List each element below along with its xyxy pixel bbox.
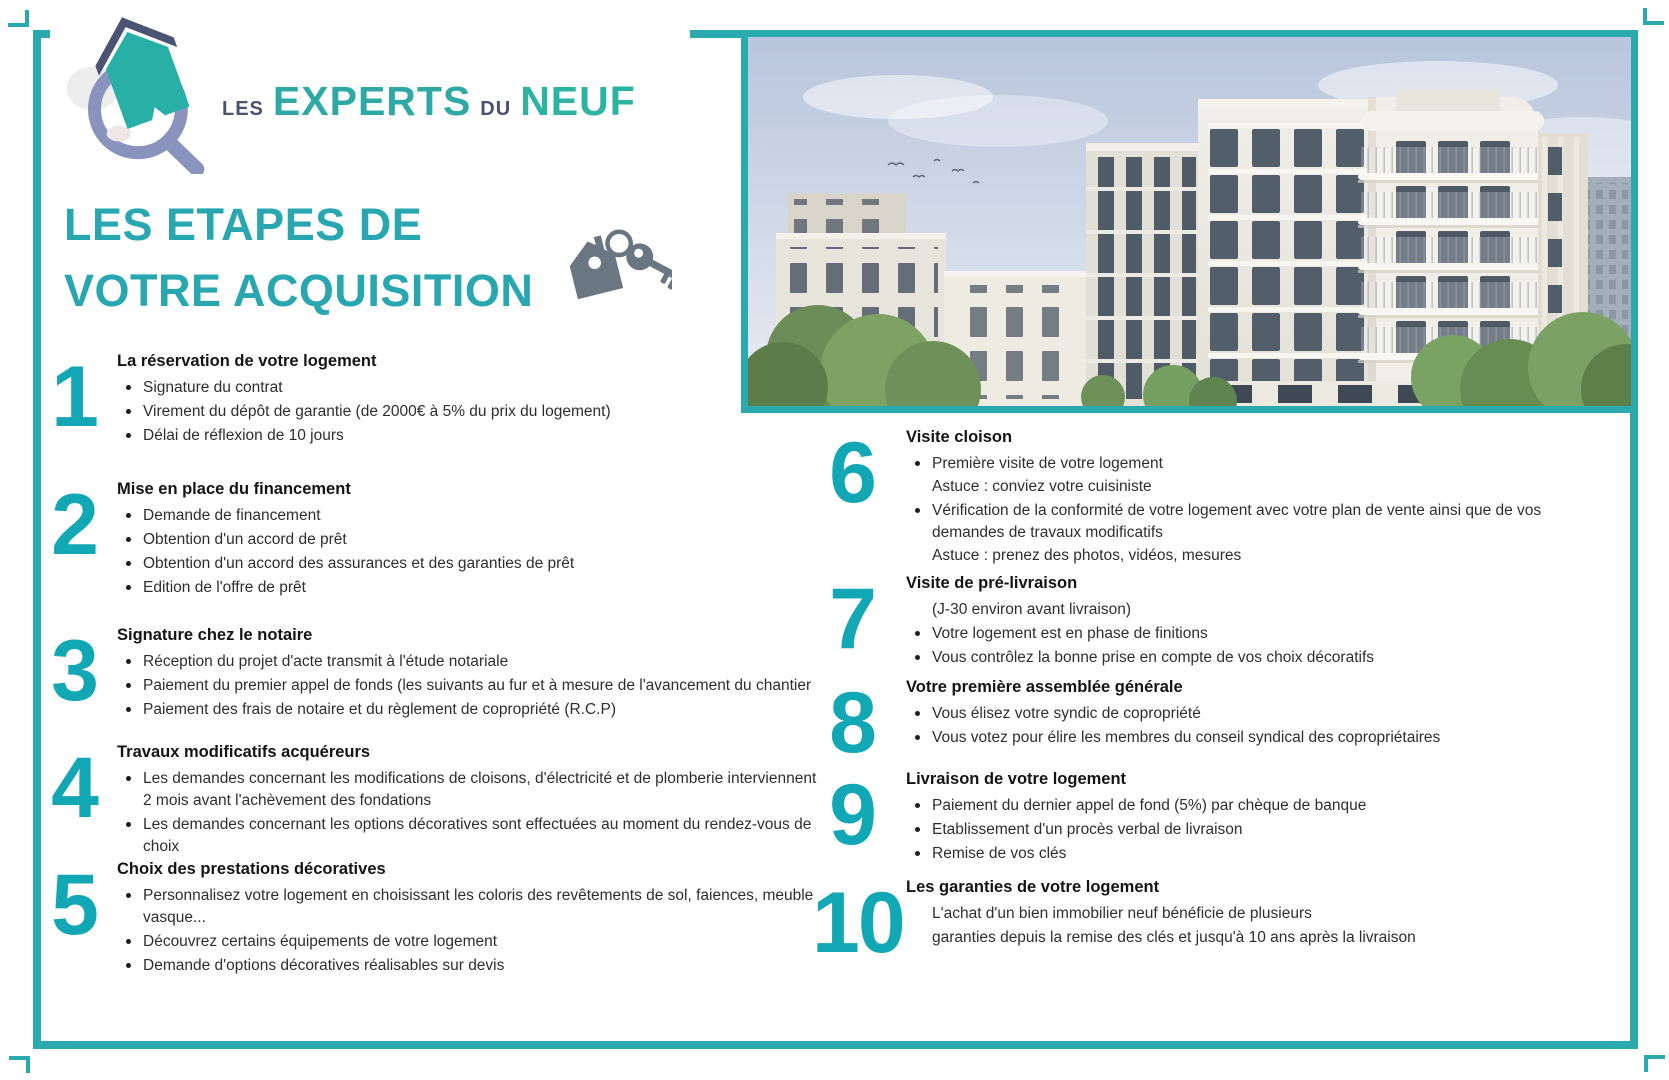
step-bullet-item — [906, 819, 1554, 841]
step-text-line — [906, 927, 1554, 949]
step-item-text: Vous votez pour élire les membres du conseil syndical des copropriétaires — [932, 729, 1441, 747]
step-number: 1 — [51, 349, 97, 445]
step-item-text: Signature du contrat — [143, 379, 283, 397]
step-8 — [812, 675, 1554, 771]
step-bullet-item — [117, 505, 817, 527]
step-bullet-item — [117, 768, 817, 812]
step-7 — [812, 572, 1554, 671]
step-bullet-item — [906, 703, 1554, 725]
step-title: Livraison de votre logement — [906, 770, 1127, 788]
step-item-text: Obtention d'un accord des assurances et des garanties de prêt — [143, 555, 575, 573]
step-2 — [45, 478, 817, 601]
step-item-text: Vous élisez votre syndic de copropriété — [932, 705, 1201, 723]
step-content — [892, 426, 1554, 569]
step-number: 3 — [51, 623, 97, 719]
step-number: 7 — [829, 571, 875, 667]
step-bullet-item — [906, 727, 1554, 749]
step-item-text: Première visite de votre logement — [932, 455, 1163, 473]
step-10 — [812, 875, 1554, 971]
step-bullet-item — [117, 699, 817, 721]
step-title: Visite cloison — [906, 428, 1013, 446]
step-1 — [45, 350, 817, 449]
step-text-line — [906, 903, 1554, 925]
step-item-text: Vérification de la conformité de votre logement avec votre plan de vente ainsi que de vos demandes de travaux modificatifs — [932, 502, 1542, 542]
step-item-text: Paiement du premier appel de fonds (les suivants au fur et à mesure de l'avancement du chantier — [143, 677, 812, 695]
step-bullet-item — [906, 500, 1554, 567]
step-content — [892, 768, 1554, 867]
step-items — [117, 651, 817, 721]
step-item-text: Paiement du dernier appel de fond (5%) par chèque de banque — [932, 797, 1367, 815]
step-item-text: Découvrez certains équipements de votre logement — [143, 933, 498, 951]
step-item-text: Les demandes concernant les options décoratives sont effectuées au moment du rendez-vous de choix — [143, 816, 812, 856]
step-title: Votre première assemblée générale — [906, 678, 1183, 696]
brand-word-du: DU — [480, 98, 512, 120]
step-bullet-item — [117, 577, 817, 599]
step-content — [103, 350, 817, 449]
step-item-text: Demande d'options décoratives réalisables sur devis — [143, 957, 505, 975]
step-items — [906, 795, 1554, 865]
step-4 — [45, 741, 817, 860]
step-item-text: garanties depuis la remise des clés et jusqu'à 10 ans après la livraison — [932, 929, 1416, 947]
step-content — [103, 624, 817, 723]
building-photo-illustration — [748, 37, 1631, 406]
step-item-text: Remise de vos clés — [932, 845, 1067, 863]
brand-wordmark — [222, 78, 636, 125]
building-photo — [741, 30, 1638, 413]
step-items — [117, 885, 817, 977]
brand-word-neuf: NEUF — [520, 78, 636, 124]
step-bullet-item — [117, 931, 817, 953]
step-item-text: Délai de réflexion de 10 jours — [143, 427, 344, 445]
step-item-note: Astuce : prenez des photos, vidéos, mesures — [932, 547, 1242, 565]
step-content — [103, 858, 817, 979]
step-item-text: L'achat d'un bien immobilier neuf bénéficie de plusieurs — [932, 905, 1312, 923]
step-title: La réservation de votre logement — [117, 352, 377, 370]
house-magnifier-icon — [58, 2, 210, 174]
step-subtitle: (J-30 environ avant livraison) — [932, 601, 1132, 619]
page-title-line2: VOTRE ACQUISITION — [64, 265, 534, 316]
step-item-text: Edition de l'offre de prêt — [143, 579, 306, 597]
step-bullet-item — [906, 795, 1554, 817]
step-bullet-item — [117, 529, 817, 551]
step-bullet-item — [906, 843, 1554, 865]
step-3 — [45, 624, 817, 723]
step-number: 10 — [812, 875, 904, 971]
step-item-text: Votre logement est en phase de finitions — [932, 625, 1208, 643]
step-bullet-item — [117, 814, 817, 858]
step-number: 8 — [829, 675, 875, 771]
step-items — [117, 768, 817, 858]
step-title: Signature chez le notaire — [117, 626, 313, 644]
step-items — [117, 505, 817, 599]
step-items — [906, 453, 1554, 567]
step-content — [103, 741, 817, 860]
step-number: 6 — [829, 425, 875, 521]
step-bullet-item — [117, 425, 817, 447]
step-item-text: Demande de financement — [143, 507, 321, 525]
step-content — [892, 876, 1554, 962]
step-title: Choix des prestations décoratives — [117, 860, 386, 878]
step-number: 4 — [51, 740, 97, 836]
step-items — [906, 703, 1554, 749]
brand-word-les: LES — [222, 98, 264, 120]
step-bullet-item — [117, 675, 817, 697]
step-bullet-item — [117, 651, 817, 673]
step-number: 5 — [51, 857, 97, 953]
step-content — [892, 676, 1554, 762]
step-item-text: Réception du projet d'acte transmit à l'étude notariale — [143, 653, 509, 671]
brand-logo — [50, 0, 690, 188]
brand-word-experts: EXPERTS — [272, 78, 472, 124]
step-content — [892, 572, 1554, 671]
step-item-text: Les demandes concernant les modifications de cloisons, d'électricité et de plomberie interviennent 2 mois avant l'achèvement des fondations — [143, 770, 817, 810]
page-title-line1: LES ETAPES DE — [64, 199, 423, 250]
step-item-text: Vous contrôlez la bonne prise en compte de vos choix décoratifs — [932, 649, 1375, 667]
step-5 — [45, 858, 817, 979]
step-title: Travaux modificatifs acquéreurs — [117, 743, 371, 761]
step-bullet-item — [906, 623, 1554, 645]
step-6 — [812, 426, 1554, 569]
step-item-note: Astuce : conviez votre cuisiniste — [932, 478, 1152, 496]
step-bullet-item — [117, 885, 817, 929]
step-bullet-item — [117, 553, 817, 575]
step-item-text: Virement du dépôt de garantie (de 2000€ à 5% du prix du logement) — [143, 403, 611, 421]
step-title: Mise en place du financement — [117, 480, 351, 498]
step-items — [117, 377, 817, 447]
step-title: Les garanties de votre logement — [906, 878, 1160, 896]
step-bullet-item — [117, 401, 817, 423]
step-bullet-item — [117, 955, 817, 977]
step-item-text: Etablissement d'un procès verbal de livraison — [932, 821, 1243, 839]
step-items — [906, 623, 1554, 669]
step-content — [103, 478, 817, 601]
step-title: Visite de pré-livraison — [906, 574, 1078, 592]
step-items — [906, 903, 1554, 949]
step-item-text: Personnalisez votre logement en choisissant les coloris des revêtements de sol, faiences, meuble vasque... — [143, 887, 814, 927]
step-number: 9 — [829, 767, 875, 863]
step-number: 2 — [51, 477, 97, 573]
step-item-text: Obtention d'un accord de prêt — [143, 531, 347, 549]
step-item-text: Paiement des frais de notaire et du règlement de copropriété (R.C.P) — [143, 701, 616, 719]
step-bullet-item — [906, 453, 1554, 498]
step-9 — [812, 768, 1554, 867]
step-bullet-item — [906, 647, 1554, 669]
step-bullet-item — [117, 377, 817, 399]
